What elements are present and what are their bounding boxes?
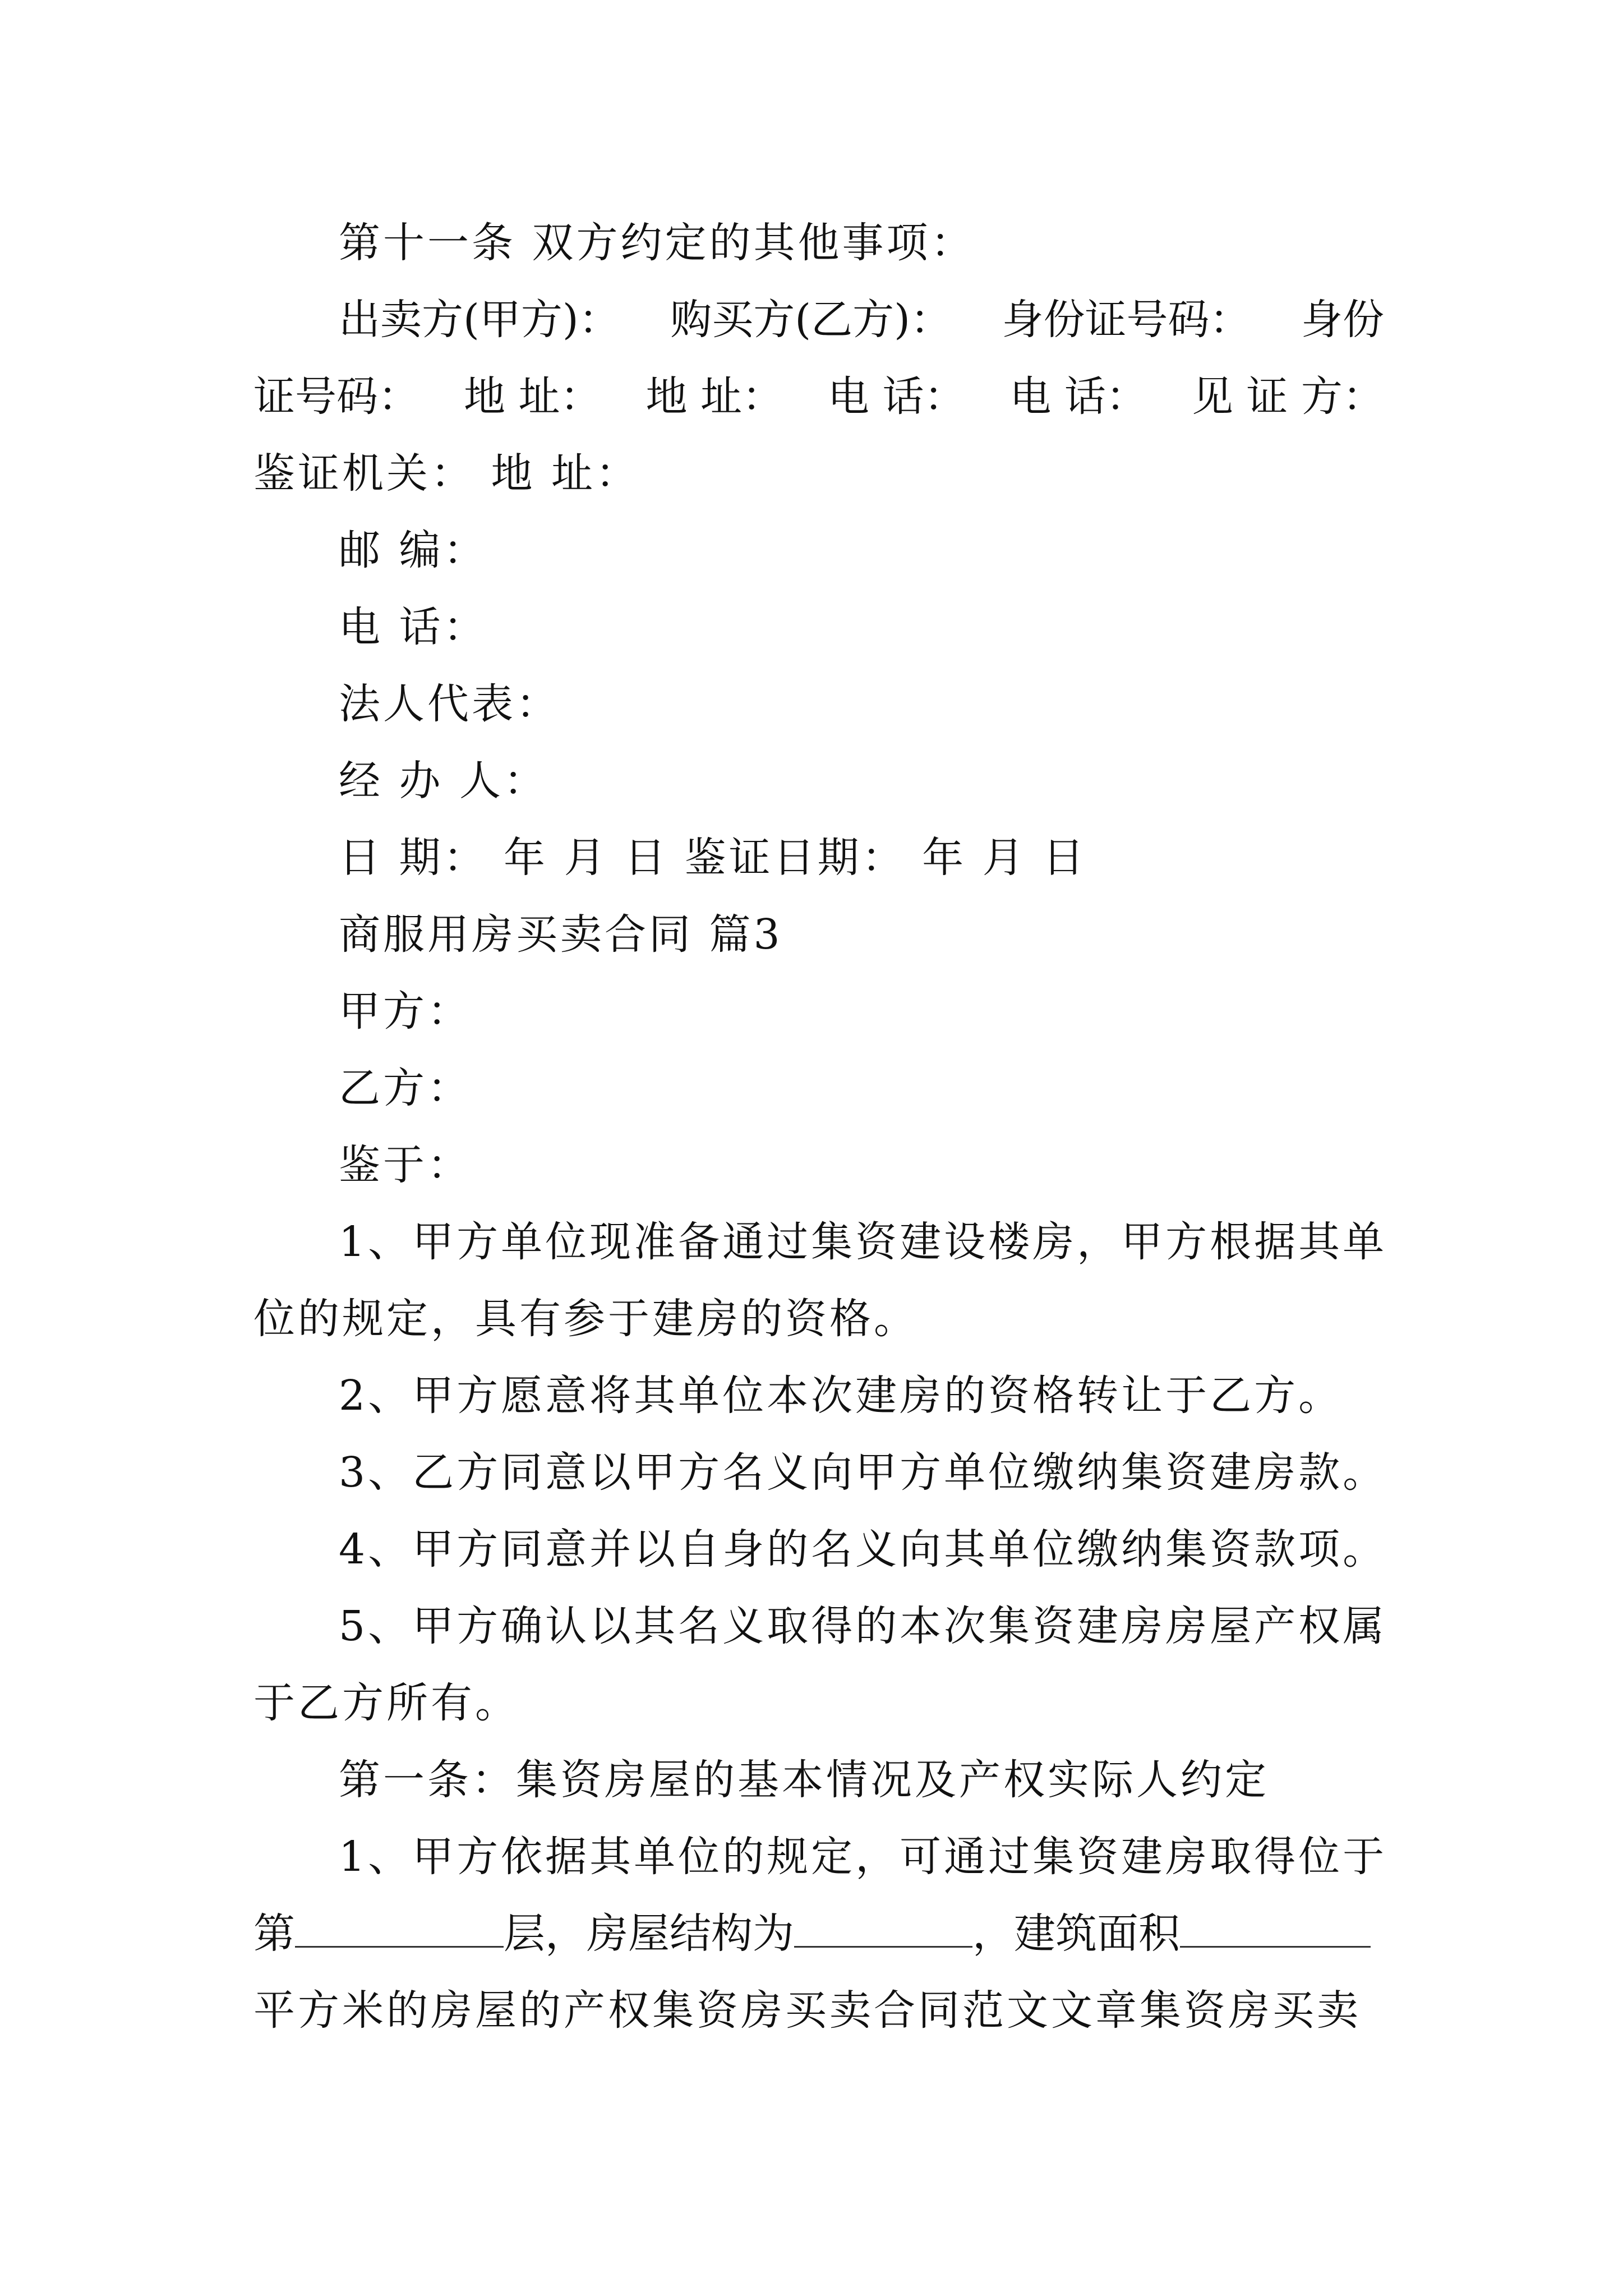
text-segment: ，建筑面积 bbox=[972, 1910, 1180, 1958]
section-heading: 商服用房买卖合同 篇3 bbox=[339, 910, 783, 959]
text-line: 邮 编： bbox=[339, 526, 488, 574]
text-segment: 第 bbox=[253, 1910, 295, 1958]
text-line bbox=[339, 292, 1384, 348]
text-segment: 电 话： bbox=[1009, 372, 1147, 421]
text-segment: 身份 bbox=[1301, 296, 1384, 344]
text-line: 5、甲方确认以其名义取得的本次集资建房房屋产权属 bbox=[339, 1602, 1387, 1650]
text-line: 2、甲方愿意将其单位本次建房的资格转让于乙方。 bbox=[339, 1372, 1343, 1420]
text-line: 3、乙方同意以甲方名义向甲方单位缴纳集资建房款。 bbox=[339, 1448, 1387, 1497]
structure-blank bbox=[794, 1906, 972, 1948]
text-segment: 层，房屋结构为 bbox=[504, 1910, 794, 1958]
area-blank bbox=[1180, 1906, 1371, 1948]
text-segment: 见 证 方： bbox=[1191, 372, 1384, 421]
fill-in-line bbox=[253, 1906, 1384, 1962]
text-segment: 出卖方(甲方)： bbox=[339, 296, 620, 344]
text-line: 法人代表： bbox=[339, 680, 560, 728]
text-line: 1、甲方单位现准备通过集资建设楼房，甲方根据其单 bbox=[339, 1218, 1387, 1266]
text-line: 经 办 人： bbox=[339, 757, 548, 805]
text-line: 平方米的房屋的产权集资房买卖合同范文文章集资房买卖 bbox=[253, 1986, 1361, 2035]
text-line: 位的规定，具有参于建房的资格。 bbox=[253, 1295, 918, 1343]
text-segment: 电 话： bbox=[827, 372, 966, 421]
text-line: 乙方： bbox=[339, 1064, 472, 1112]
text-line: 电 话： bbox=[339, 603, 488, 651]
text-line: 第一条：集资房屋的基本情况及产权实际人约定 bbox=[339, 1756, 1269, 1804]
text-segment: 地 址： bbox=[463, 372, 602, 421]
text-segment: 身份证号码： bbox=[1002, 296, 1251, 344]
text-segment: 地 址： bbox=[645, 372, 783, 421]
text-line: 4、甲方同意并以自身的名义向其单位缴纳集资款项。 bbox=[339, 1525, 1387, 1573]
text-line: 于乙方所有。 bbox=[253, 1679, 519, 1727]
floor-blank bbox=[295, 1906, 504, 1948]
text-segment: 证号码： bbox=[253, 372, 419, 421]
text-line: 日 期： 年 月 日 鉴证日期： 年 月 日 bbox=[339, 834, 1087, 882]
text-segment: 购买方(乙方)： bbox=[670, 296, 952, 344]
text-line: 第十一条 双方约定的其他事项： bbox=[339, 219, 975, 267]
text-line: 鉴于： bbox=[339, 1141, 472, 1189]
text-line: 甲方： bbox=[339, 987, 472, 1036]
text-line: 鉴证机关： 地 址： bbox=[253, 449, 640, 498]
text-line: 1、甲方依据其单位的规定，可通过集资建房取得位于 bbox=[339, 1833, 1387, 1881]
text-line bbox=[253, 369, 1384, 425]
